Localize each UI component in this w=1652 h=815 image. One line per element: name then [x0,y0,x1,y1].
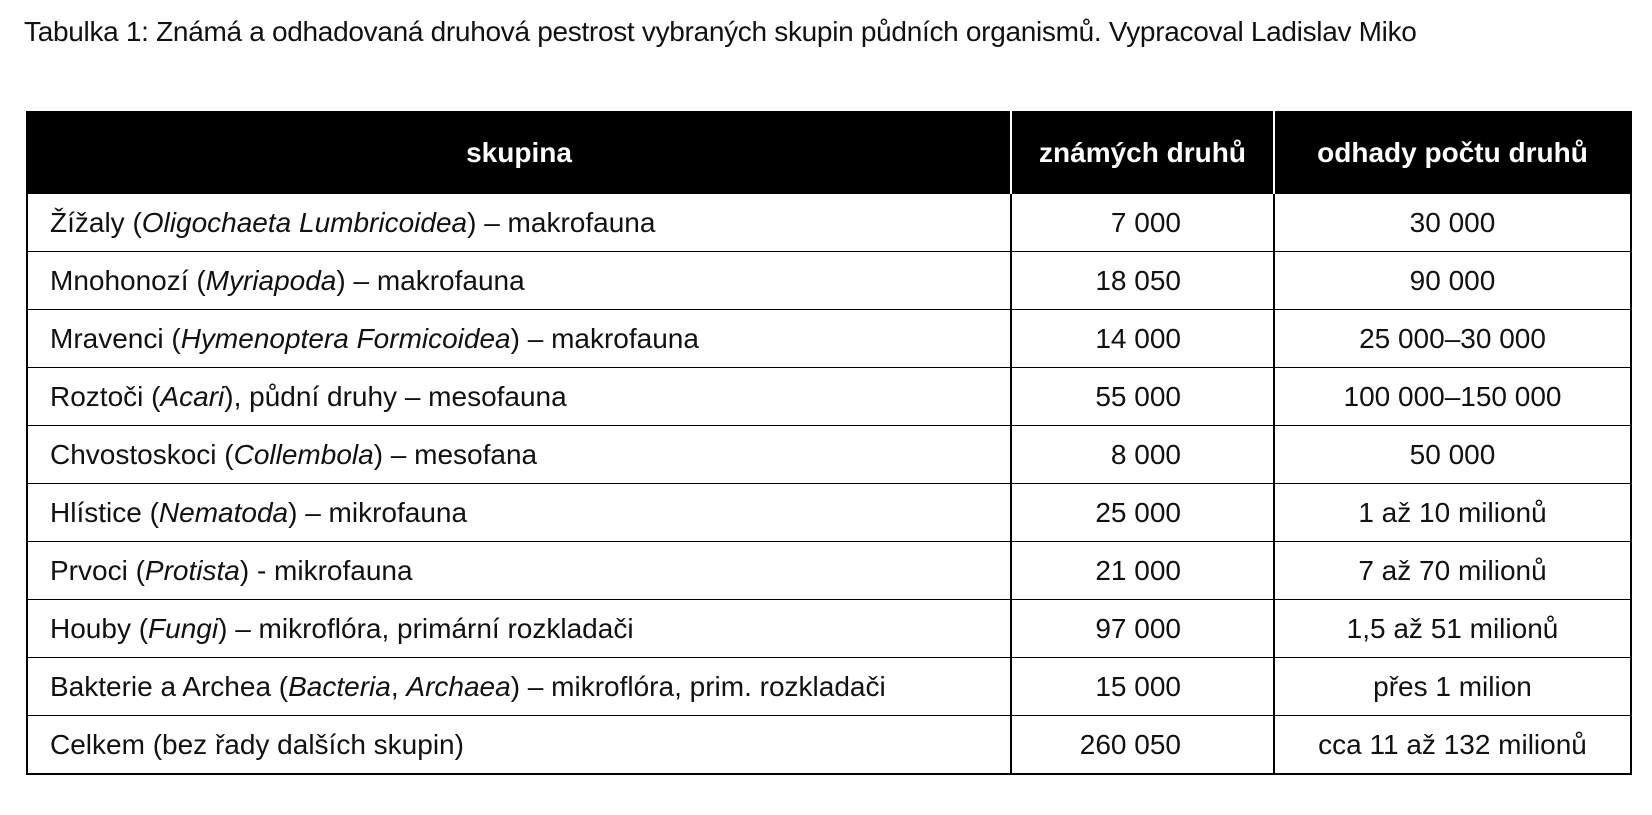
header-group: skupina [27,112,1011,194]
group-name: Chvostoskoci ( [50,438,234,470]
group-cell [27,658,1011,716]
group-name: Mnohonozí ( [50,264,206,296]
known-cell: 97 000 [1011,600,1274,658]
group-name: Houby ( [50,612,149,644]
group-category: ), půdní druhy – mesofauna [224,380,567,412]
latin-name: Hymenoptera Formicoidea [180,322,511,354]
group-category: ) – makrofauna [336,264,525,296]
group-cell [27,194,1011,252]
group-category: ) – makrofauna [467,206,656,238]
group-cell [27,252,1011,310]
known-cell: 15 000 [1011,658,1274,716]
group-category: ) – mesofana [373,438,538,470]
latin-name: Acari [160,380,225,412]
known-cell: 55 000 [1011,368,1274,426]
estimate-cell: 90 000 [1274,252,1631,310]
group-name: Celkem (bez řady dalších skupin) [50,728,464,760]
latin-name: Myriapoda [205,264,337,296]
group-cell [27,600,1011,658]
table-row [27,252,1631,310]
table-row [27,426,1631,484]
known-cell: 7 000 [1011,194,1274,252]
header-estimate: odhady počtu druhů [1274,112,1631,194]
latin-name: Fungi [148,612,219,644]
group-cell [27,484,1011,542]
group-name: Žížaly ( [50,206,142,238]
group-cell [27,368,1011,426]
latin-name-2: Archaea [406,670,511,702]
known-cell: 8 000 [1011,426,1274,484]
group-name: Roztoči ( [50,380,161,412]
known-cell: 21 000 [1011,542,1274,600]
latin-name: Oligochaeta Lumbricoidea [141,206,468,238]
group-name: Bakterie a Archea ( [50,670,289,702]
estimate-cell: 1 až 10 milionů [1274,484,1631,542]
table-row [27,542,1631,600]
known-cell: 14 000 [1011,310,1274,368]
group-name: Hlístice ( [50,496,159,528]
table-row [27,310,1631,368]
estimate-cell: cca 11 až 132 milionů [1274,716,1631,775]
group-category: ) – makrofauna [510,322,699,354]
header-known: známých druhů [1011,112,1274,194]
table-row [27,484,1631,542]
table-row [27,194,1631,252]
group-cell [27,426,1011,484]
group-category: ) – mikroflóra, prim. rozkladači [510,670,886,702]
known-cell: 260 050 [1011,716,1274,775]
estimate-cell: 7 až 70 milionů [1274,542,1631,600]
group-cell [27,310,1011,368]
group-category: ) - mikrofauna [239,554,413,586]
group-category: ) – mikroflóra, primární rozkladači [218,612,634,644]
estimate-cell: 50 000 [1274,426,1631,484]
latin-name: Bacteria [288,670,391,702]
table-row [27,600,1631,658]
latin-separator: , [390,670,407,702]
group-name: Prvoci ( [50,554,145,586]
group-cell [27,716,1011,775]
estimate-cell: přes 1 milion [1274,658,1631,716]
latin-name: Nematoda [158,496,289,528]
table-row [27,658,1631,716]
estimate-cell: 100 000–150 000 [1274,368,1631,426]
table-header [27,112,1631,194]
table-row-total [27,716,1631,775]
table-body [27,194,1631,775]
latin-name: Collembola [233,438,374,470]
species-table [26,111,1632,775]
table-row [27,368,1631,426]
estimate-cell: 30 000 [1274,194,1631,252]
known-cell: 18 050 [1011,252,1274,310]
estimate-cell: 1,5 až 51 milionů [1274,600,1631,658]
known-cell: 25 000 [1011,484,1274,542]
group-category: ) – mikrofauna [288,496,468,528]
estimate-cell: 25 000–30 000 [1274,310,1631,368]
group-name: Mravenci ( [50,322,181,354]
header-row [27,112,1631,194]
group-cell [27,542,1011,600]
latin-name: Protista [144,554,240,586]
table-caption: Tabulka 1: Známá a odhadovaná druhová pestrost vybraných skupin půdních organismů. Vypracoval Ladislav Miko [24,16,1417,47]
